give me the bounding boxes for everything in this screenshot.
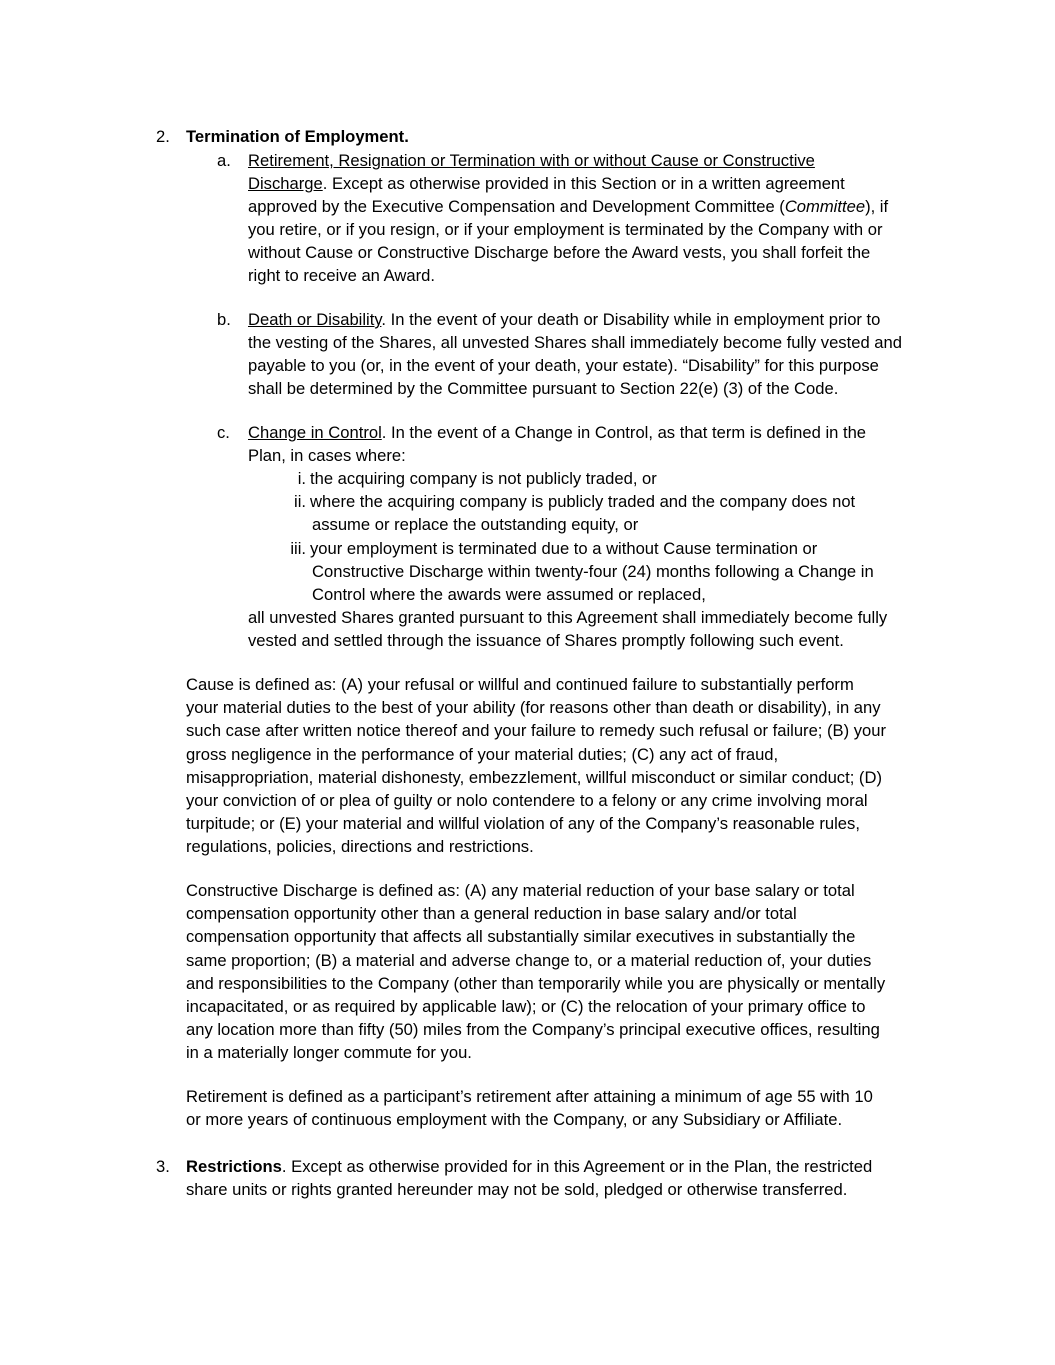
section-line: share units or rights granted hereunder may not be sold, pledged or otherwise transferred. <box>186 1180 848 1199</box>
item-line <box>248 421 866 444</box>
section-number: 3. <box>156 1157 170 1176</box>
paragraph-line: regulations, policies, directions and restrictions. <box>186 837 534 857</box>
item-text: . In the event of your death or Disability while in employment prior to <box>381 310 881 329</box>
item-line <box>248 195 888 218</box>
item-line: shall be determined by the Committee pursuant to Section 22(e) (3) of the Code. <box>248 379 839 398</box>
section-line <box>186 1155 872 1178</box>
item-line <box>248 308 880 331</box>
roman-number: iii. <box>290 539 306 558</box>
paragraph-line: compensation opportunity other than a general reduction in base salary and/or total <box>186 904 797 924</box>
item-line: all unvested Shares granted pursuant to this Agreement shall immediately become fully <box>248 608 888 627</box>
paragraph-line: any location more than fifty (50) miles from the Company’s principal executive offices, resulting <box>186 1020 880 1040</box>
paragraph-line: gross negligence in the performance of your material duties; (C) any act of fraud, <box>186 744 779 764</box>
paragraph-line: misappropriation, material dishonesty, embezzlement, willful misconduct or similar conduct; (D) <box>186 767 882 787</box>
item-line: payable to you (or, in the event of your death, your estate). “Disability” for this purpose <box>248 356 879 375</box>
committee-term: Committee <box>784 197 866 216</box>
item-text: approved by the Executive Compensation and Development Committee ( <box>248 197 785 216</box>
item-line: you retire, or if you resign, or if your employment is terminated by the Company with or <box>248 220 883 239</box>
roman-item-text: Constructive Discharge within twenty-four (24) months following a Change in <box>312 562 874 581</box>
paragraph-line: Retirement is defined as a participant’s retirement after attaining a minimum of age 55 with 10 <box>186 1087 873 1106</box>
item-text: . In the event of a Change in Control, as that term is defined in the <box>381 423 867 442</box>
item-text: ), if <box>865 197 889 216</box>
paragraph-line: in a materially longer commute for you. <box>186 1043 472 1063</box>
roman-item-text: assume or replace the outstanding equity, or <box>312 515 639 534</box>
paragraph-line: and responsibilities to the Company (other than temporarily while you are physically or mentally <box>186 973 886 993</box>
constructive-discharge-definition <box>186 879 885 1065</box>
item-heading: Death or Disability <box>248 310 382 329</box>
item-heading: Retirement, Resignation or Termination with or without Cause or Constructive <box>248 151 815 170</box>
section-text: . Except as otherwise provided for in this Agreement or in the Plan, the restricted <box>281 1157 873 1176</box>
item-heading: Change in Control <box>248 423 382 442</box>
paragraph-line: such case after written notice thereof and your failure to remedy such refusal or failure; (B) your <box>186 721 887 741</box>
roman-item-text: Control where the awards were assumed or replaced, <box>312 585 706 604</box>
item-line: vested and settled through the issuance of Shares promptly following such event. <box>248 631 844 650</box>
roman-item-text: the acquiring company is not publicly traded, or <box>310 469 657 488</box>
item-text: . Except as otherwise provided in this Section or in a written agreement <box>322 174 845 193</box>
item-letter: b. <box>217 310 231 329</box>
paragraph-line: compensation opportunity that affects all substantially similar executives in substantially the <box>186 927 856 947</box>
roman-item-text: your employment is terminated due to a without Cause termination or <box>310 539 818 558</box>
item-letter: c. <box>217 423 230 442</box>
paragraph-line: incapacitated, or as required by applicable law); or (C) the relocation of your primary office to <box>186 997 866 1017</box>
item-line <box>248 172 845 195</box>
item-line: right to receive an Award. <box>248 266 435 285</box>
roman-number: i. <box>297 469 306 488</box>
item-line: the vesting of the Shares, all unvested Shares shall immediately become fully vested and <box>248 333 902 352</box>
paragraph-line: Cause is defined as: (A) your refusal or willful and continued failure to substantially perform <box>186 675 854 694</box>
section-title: Restrictions <box>186 1157 282 1176</box>
paragraph-line: your material duties to the best of your ability (for reasons other than death or disability), in any <box>186 698 881 718</box>
section-number: 2. <box>156 127 170 146</box>
paragraph-line: your conviction of or plea of guilty or nolo contendere to a felony or any crime involving moral <box>186 791 868 811</box>
roman-number: ii. <box>294 492 306 511</box>
roman-item-text: where the acquiring company is publicly traded and the company does not <box>310 492 856 511</box>
item-line: Plan, in cases where: <box>248 446 406 465</box>
retirement-definition <box>186 1085 873 1131</box>
item-line: without Cause or Constructive Discharge before the Award vests, you shall forfeit the <box>248 243 871 262</box>
item-letter: a. <box>217 151 231 170</box>
paragraph-line: or more years of continuous employment with the Company, or any Subsidiary or Affiliate. <box>186 1110 843 1130</box>
section-title: Termination of Employment. <box>186 127 409 146</box>
paragraph-line: Constructive Discharge is defined as: (A) any material reduction of your base salary or total <box>186 881 855 900</box>
paragraph-line: same proportion; (B) a material and adverse change to, or a material reduction of, your duties <box>186 950 872 970</box>
item-heading-continued: Discharge <box>248 174 323 193</box>
cause-definition <box>186 673 886 859</box>
paragraph-line: turpitude; or (E) your material and willful violation of any of the Company’s reasonable rules, <box>186 814 860 834</box>
